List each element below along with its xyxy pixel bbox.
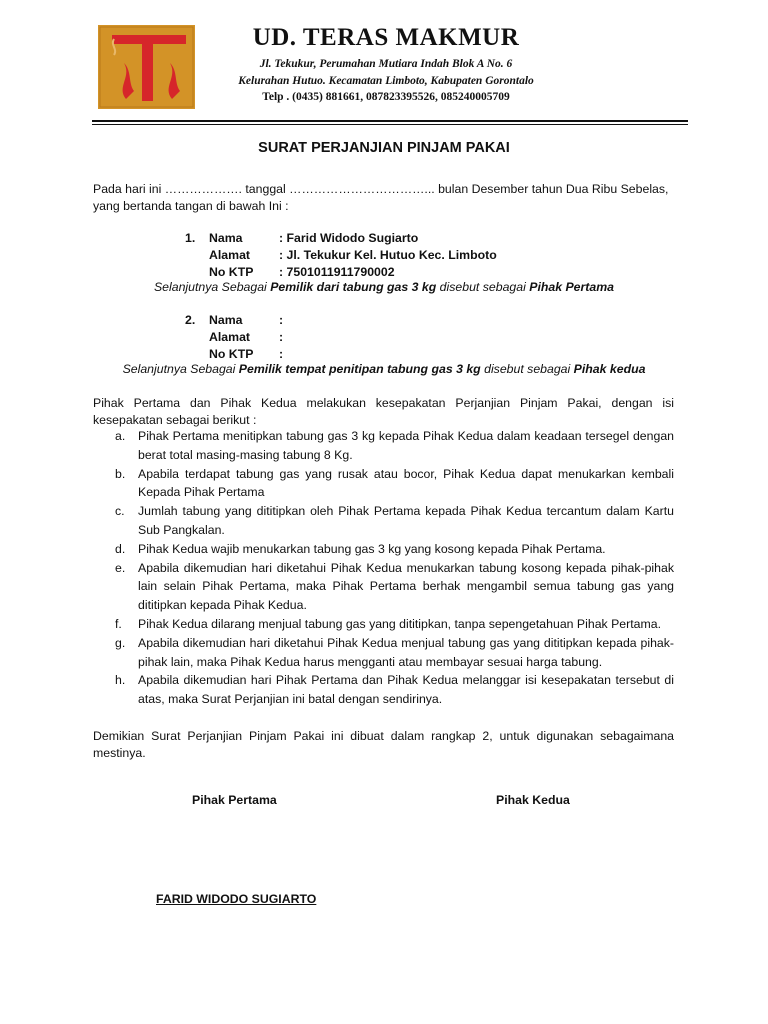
- clause-item: d. Pihak Kedua wajib menukarkan tabung gas 3 kg yang kosong kepada Pihak Pertama.: [115, 541, 606, 556]
- company-address-line2: Kelurahan Hutuo. Kecamatan Limboto, Kabupaten Gorontalo: [238, 75, 534, 87]
- closing-paragraph: Demikian Surat Perjanjian Pinjam Pakai ini dibuat dalam rangkap 2, untuk digunakan sebagaimana mestinya.: [93, 729, 674, 760]
- party2-block: [185, 312, 605, 364]
- party2-name-value: :: [279, 313, 284, 327]
- agreement-intro: Pihak Pertama dan Pihak Kedua melakukan kesepakatan Perjanjian Pinjam Pakai, dengan isi kesepakatan sebagai berikut :: [93, 396, 674, 427]
- intro-paragraph: [93, 181, 674, 215]
- company-address-line1: Jl. Tekukur, Perumahan Mutiara Indah Blok A No. 6: [259, 58, 513, 70]
- header-divider-thin: [92, 124, 688, 125]
- party1-id-value: : 7501011911790002: [279, 265, 395, 279]
- intro-line2: yang bertanda tangan di bawah Ini :: [93, 199, 289, 213]
- party2-number: 2.: [185, 313, 196, 327]
- company-phone: Telp . (0435) 881661, 087823395526, 085240005709: [262, 91, 510, 103]
- signature-label-second: Pihak Kedua: [496, 793, 570, 807]
- company-name: UD. TERAS MAKMUR: [252, 24, 520, 51]
- party1-number: 1.: [185, 231, 196, 245]
- party1-name-value: : Farid Widodo Sugiarto: [279, 231, 419, 245]
- clause-item: c. Jumlah tabung yang dititipkan oleh Pihak Pertama kepada Pihak Kedua tercantum dalam Kartu Sub Pangkalan.: [115, 504, 674, 537]
- logo-t-stem: [142, 43, 153, 101]
- party2-id-label: No KTP: [209, 347, 254, 361]
- clause-item: a. Pihak Pertama menitipkan tabung gas 3 kg kepada Pihak Kedua dalam keadaan tersegel dengan berat total masing-masing tabung 8 Kg.: [115, 429, 674, 462]
- clauses-list: [93, 427, 674, 709]
- clause-item: h. Apabila dikemudian hari Pihak Pertama dan Pihak Kedua melanggar isi kesepakatan tersebut di atas, maka Surat Perjanjian ini batal dengan sendirinya.: [115, 673, 674, 707]
- header-divider-thick: [92, 120, 688, 122]
- logo-t-bar: [112, 35, 186, 44]
- clause-item: e. Apabila dikemudian hari diketahui Pihak Kedua menukarkan tabung kosong kepada pihak-pihak lain selain Pihak Pertama, maka Pihak Pertama berhak mengambil semua tabung gas yang dititipkan kepada Pihak Kedua.: [115, 560, 674, 613]
- company-logo: [98, 25, 195, 109]
- party1-address-value: : Jl. Tekukur Kel. Hutuo Kec. Limboto: [279, 248, 497, 262]
- party1-id-label: No KTP: [209, 265, 254, 279]
- document-title: SURAT PERJANJIAN PINJAM PAKAI: [258, 140, 510, 156]
- clause-item: b. Apabila terdapat tabung gas yang rusak atau bocor, Pihak Kedua dapat menukarkan kembali Kepada Pihak Pertama: [115, 466, 674, 500]
- party2-address-label: Alamat: [209, 330, 251, 344]
- party2-name-label: Nama: [209, 313, 243, 327]
- party1-note: Selanjutnya Sebagai Pemilik dari tabung gas 3 kg disebut sebagai Pihak Pertama: [153, 280, 615, 294]
- party2-id-value: :: [279, 347, 284, 361]
- clause-item: f. Pihak Kedua dilarang menjual tabung gas yang dititipkan, tanpa sepengetahuan Pihak Pertama.: [115, 616, 661, 631]
- party1-name-label: Nama: [209, 231, 243, 245]
- party1-block: [185, 230, 605, 282]
- signature-label-first: Pihak Pertama: [192, 793, 277, 807]
- clause-item: g. Apabila dikemudian hari diketahui Pihak Kedua menjual tabung gas yang dititipkan kepada pihak-pihak lain, maka Pihak Kedua harus mengganti atau membayar sesuai harga tabung.: [115, 635, 674, 669]
- intro-line1: Pada hari ini ………………. tanggal ……………………………... bulan Desember tahun Dua Ribu Sebelas,: [93, 182, 669, 196]
- party1-address-label: Alamat: [209, 248, 251, 262]
- signature-name-first: FARID WIDODO SUGIARTO: [156, 892, 317, 906]
- party2-address-value: :: [279, 330, 284, 344]
- party2-note: Selanjutnya Sebagai Pemilik tempat penitipan tabung gas 3 kg disebut sebagai Pihak kedua: [122, 362, 646, 376]
